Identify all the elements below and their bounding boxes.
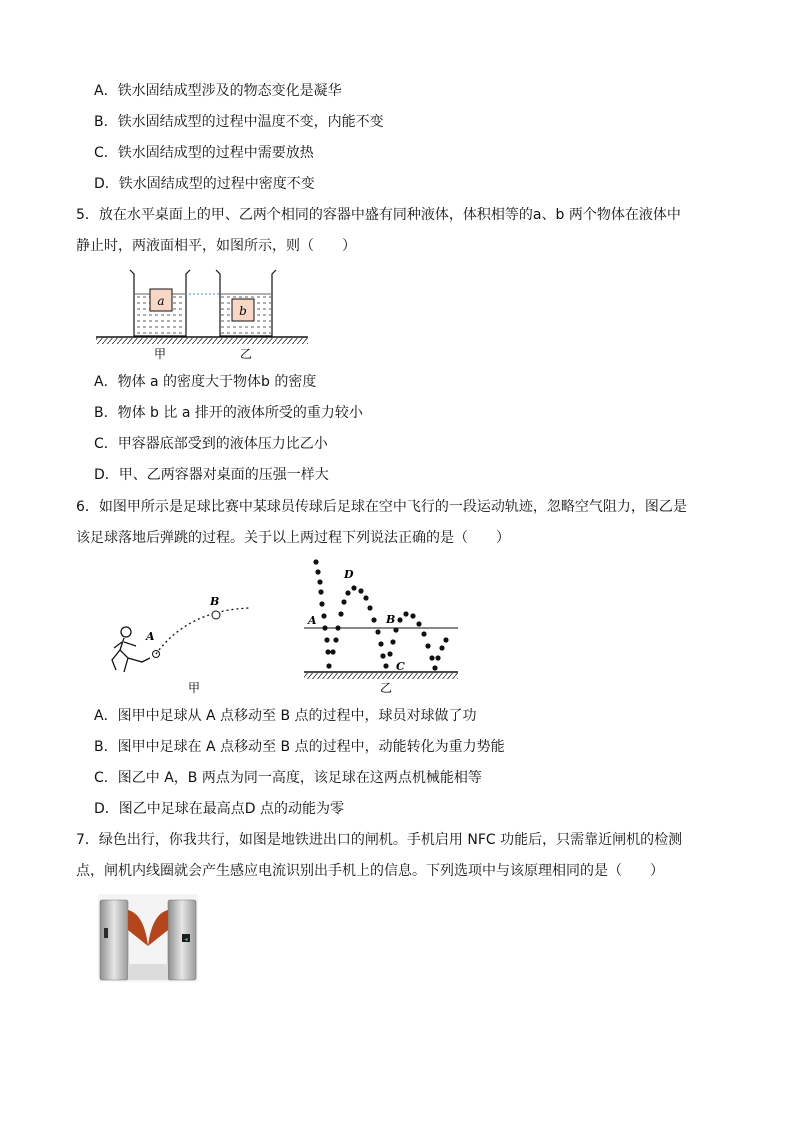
- q6-option-d: D．图乙中足球在最高点D 点的动能为零: [94, 801, 345, 817]
- svg-text:◂: ◂: [184, 936, 188, 943]
- q5-beaker-figure: [94, 264, 310, 364]
- q6-option-a: A．图甲中足球从 A 点移动至 B 点的过程中，球员对球做了功: [94, 708, 477, 724]
- q7-turnstile-image: [98, 894, 198, 982]
- q4-option-d: D．铁水固结成型的过程中密度不变: [94, 176, 315, 192]
- yi-point-b-label: B: [386, 613, 396, 626]
- q6-stem-line2: 该足球落地后弹跳的过程。关于以上两过程下列说法正确的是（ ）: [76, 530, 510, 546]
- yi-point-d-label: D: [344, 568, 354, 581]
- beaker-left-label: 甲: [153, 347, 167, 361]
- object-a-label: a: [157, 294, 165, 308]
- figure-yi-label: 乙: [379, 681, 393, 695]
- q7-stem-line2: 点，闸机内线圈就会产生感应电流识别出手机上的信息。下列选项中与该原理相同的是（ ）: [76, 863, 664, 879]
- q4-option-a: A．铁水固结成型涉及的物态变化是凝华: [94, 83, 342, 99]
- point-a-label: A: [146, 630, 155, 643]
- yi-point-c-label: C: [396, 660, 405, 673]
- q4-option-c: C．铁水固结成型的过程中需要放热: [94, 145, 314, 161]
- yi-point-a-label: A: [308, 614, 317, 627]
- q6-figure-jia: [108, 590, 258, 696]
- q5-option-a: A．物体 a 的密度大于物体b 的密度: [94, 374, 317, 390]
- q4-option-b: B．铁水固结成型的过程中温度不变，内能不变: [94, 114, 384, 130]
- point-b-label: B: [210, 595, 220, 608]
- q6-stem-line1: 6．如图甲所示是足球比赛中某球员传球后足球在空中飞行的一段运动轨迹，忽略空气阻力，图乙是: [76, 499, 687, 515]
- q5-option-b: B．物体 b 比 a 排开的液体所受的重力较小: [94, 405, 363, 421]
- q5-option-c: C．甲容器底部受到的液体压力比乙小: [94, 436, 328, 452]
- ball-trajectory-dots: [313, 559, 448, 670]
- q6-figure-yi: [300, 556, 462, 698]
- figure-jia-label: 甲: [187, 681, 201, 695]
- q6-option-b: B．图甲中足球在 A 点移动至 B 点的过程中，动能转化为重力势能: [94, 739, 505, 755]
- beaker-right-label: 乙: [239, 347, 253, 361]
- q5-stem-line2: 静止时，两液面相平，如图所示，则（ ）: [76, 238, 356, 254]
- q5-stem-line1: 5．放在水平桌面上的甲、乙两个相同的容器中盛有同种液体，体积相等的a、b 两个物体在液体中: [76, 207, 681, 223]
- q7-stem-line1: 7．绿色出行，你我共行，如图是地铁进出口的闸机。手机启用 NFC 功能后，只需靠近闸机的检测: [76, 832, 683, 848]
- q5-option-d: D．甲、乙两容器对桌面的压强一样大: [94, 467, 329, 483]
- player-icon: [112, 627, 150, 672]
- q6-option-c: C．图乙中 A，B 两点为同一高度，该足球在这两点机械能相等: [94, 770, 482, 786]
- object-b-label: b: [239, 304, 247, 318]
